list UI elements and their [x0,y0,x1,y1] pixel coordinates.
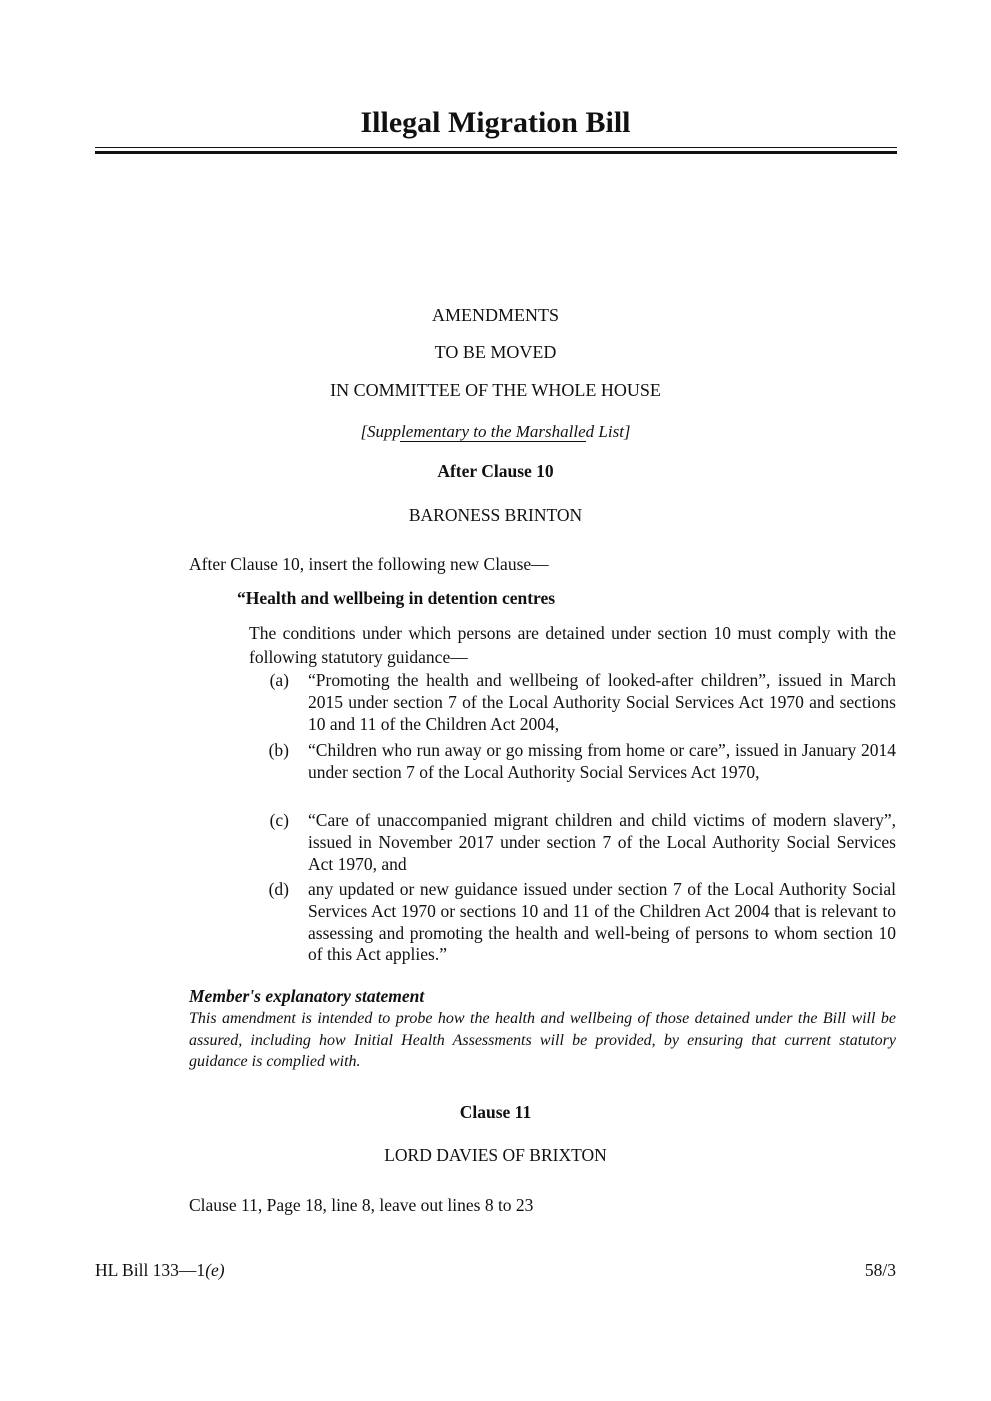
heading-amendments: AMENDMENTS [431,305,559,325]
clause-intro: The conditions under which persons are detained under section 10 must comply with the following statutory guidance— [249,623,896,667]
amendment-instruction: Clause 11, Page 18, line 8, leave out lines 8 to 23 [189,1195,534,1215]
item-text: “Care of unaccompanied migrant children and child victims of modern slavery”, issued in November 2017 under section 7 of the Local Authority Social Services Act 1970, and [308,810,896,874]
footer-bill-ref [95,1260,225,1281]
bill-title: Illegal Migration Bill [360,106,631,139]
explanatory-statement-heading: Member's explanatory statement [189,986,425,1006]
item-text: any updated or new guidance issued under section 7 of the Local Authority Social Services Act 1970 or sections 10 and 11 of the Children Act 2004 that is relevant to assessing and promoting the health and well-being of persons to whom section 10 of this Act applies.” [308,879,896,965]
new-clause-title: “Health and wellbeing in detention centres [237,588,556,608]
section-heading: Clause 11 [459,1102,532,1122]
bill-suffix: (e) [205,1260,225,1280]
item-label: (b) [268,740,289,760]
bill-ref: HL Bill 133—1 [95,1260,206,1280]
member-name: LORD DAVIES OF BRIXTON [384,1145,607,1165]
supplementary-underline [400,441,586,442]
item-label: (a) [269,670,289,690]
title-rule [95,147,897,148]
section-heading: After Clause 10 [437,461,554,481]
title-rule-thick [95,151,897,154]
heading-to-be-moved: TO BE MOVED [434,342,557,362]
explanatory-statement: This amendment is intended to probe how the health and wellbeing of those detained under the Bill will be assured, including how Initial Health Assessments will be provided, by ensuring that current statutory guidance is complied with. [189,1010,896,1070]
member-name: BARONESS BRINTON [408,505,583,525]
item-text: “Children who run away or go missing from home or care”, issued in January 2014 under section 7 of the Local Authority Social Services Act 1970, [308,740,896,782]
footer-page-ref: 58/3 [864,1260,896,1280]
amendment-instruction: After Clause 10, insert the following new Clause— [189,554,549,574]
item-label: (d) [268,879,289,899]
heading-committee: IN COMMITTEE OF THE WHOLE HOUSE [330,380,661,400]
supplementary-note: [Supplementary to the Marshalled List] [360,422,631,441]
item-text: “Promoting the health and wellbeing of looked-after children”, issued in March 2015 under section 7 of the Local Authority Social Services Act 1970 and sections 10 and 11 of the Children Act 2004, [308,670,896,734]
item-label: (c) [269,810,289,830]
